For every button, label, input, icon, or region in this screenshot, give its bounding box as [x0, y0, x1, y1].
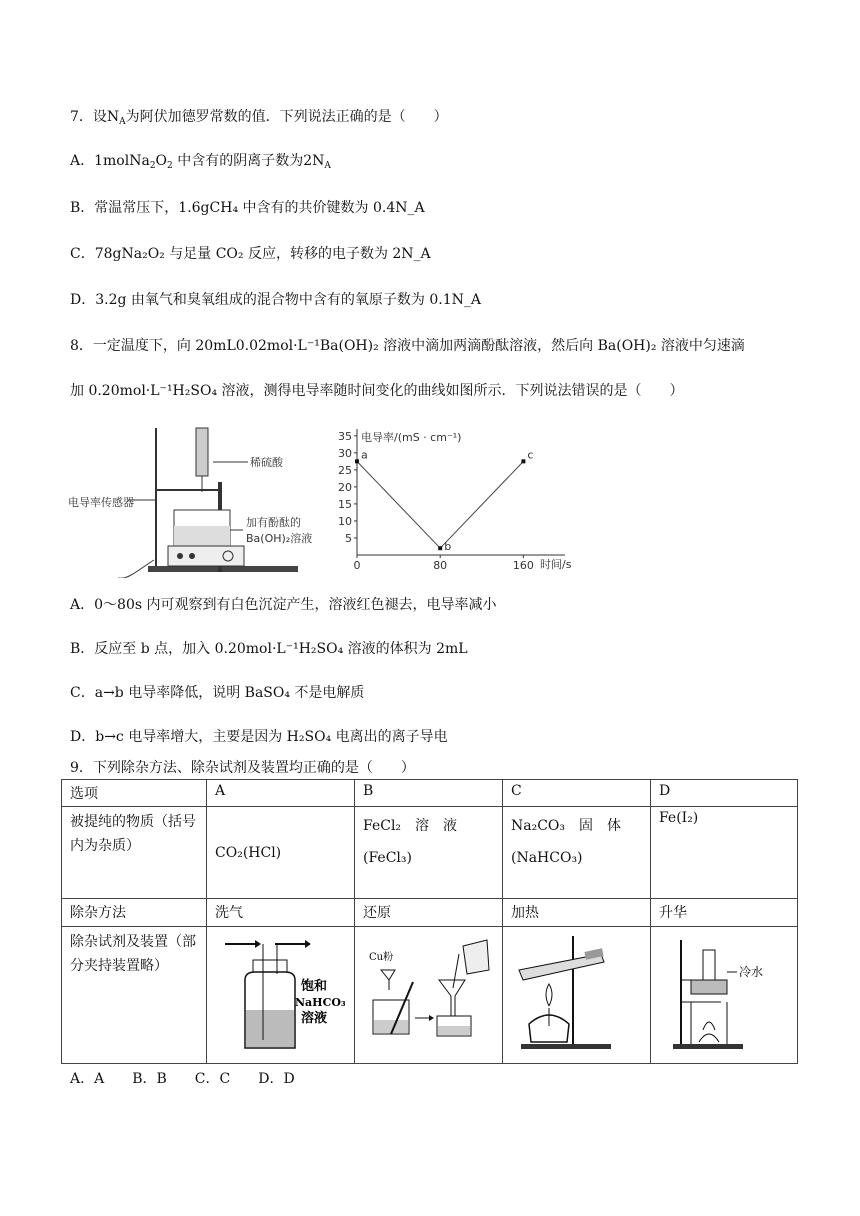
- q8-option-b: B．反应至 b 点，加入 0.20mol·L⁻¹H₂SO₄ 溶液的体积为 2mL: [70, 641, 468, 657]
- apparatus-c: [502, 927, 650, 1064]
- q8-option-d: D．b→c 电导率增大，主要是因为 H₂SO₄ 电离出的离子导电: [70, 729, 448, 745]
- option-d: D: [650, 780, 797, 807]
- substance-b: FeCl₂ 溶 液 (FeCl₃): [355, 807, 503, 899]
- x-axis-label: 时间/s: [540, 558, 572, 571]
- sublimation-figure: [659, 930, 789, 1056]
- solution-label-1: 加有酚酞的: [246, 516, 301, 529]
- y-axis-label: 电导率/(mS · cm⁻¹): [361, 431, 462, 444]
- fig-label-saturated: 饱和: [301, 979, 328, 994]
- substance-a: CO₂(HCl): [207, 807, 355, 899]
- fig-label-solution: 溶液: [301, 1011, 328, 1026]
- fig-label-cold-water: 冷水: [738, 965, 763, 979]
- table-row: [62, 899, 798, 927]
- filtration-figure: [363, 930, 493, 1056]
- q7-option-b: B．常温常压下，1.6gCH₄ 中含有的共价键数为 0.4N_A: [70, 200, 425, 216]
- data-point-b: [438, 546, 442, 550]
- method-a: 洗气: [207, 899, 355, 927]
- data-point-a: [355, 459, 359, 463]
- conductivity-apparatus-figure: [68, 420, 328, 578]
- x-tick-label: 80: [433, 559, 448, 572]
- q7-stem: 7．设$N_A$为阿伏加德罗常数的值．下列说法正确的是（ ）: [70, 109, 448, 127]
- row-label-method: 除杂方法: [62, 899, 207, 927]
- data-point-c: [521, 459, 525, 463]
- method-b: 还原: [355, 899, 503, 927]
- y-tick-label: 15: [338, 497, 352, 511]
- point-label-a: a: [361, 448, 368, 462]
- point-label-b: b: [444, 540, 452, 554]
- y-tick-label: 35: [338, 429, 352, 443]
- apparatus-b: [355, 927, 503, 1064]
- conductivity-chart: [335, 425, 575, 575]
- q7-option-c: C．78gNa₂O₂ 与足量 CO₂ 反应，转移的电子数为 2N_A: [70, 246, 431, 262]
- row-label-apparatus: 除杂试剂及装置（部分夹持装置略）: [62, 927, 207, 1064]
- option-a: A: [207, 780, 355, 807]
- heating-figure: [511, 930, 641, 1056]
- method-d: 升华: [650, 899, 797, 927]
- acid-label: 稀硫酸: [250, 456, 283, 469]
- substance-c: Na₂CO₃ 固 体 (NaHCO₃): [502, 807, 650, 899]
- y-tick-label: 20: [338, 480, 352, 494]
- apparatus-d: [650, 927, 797, 1064]
- solution-label-2: Ba(OH)₂溶液: [246, 532, 313, 545]
- table-row: [62, 927, 798, 1064]
- q7-option-d: D．3.2g 由氧气和臭氧组成的混合物中含有的氧原子数为 0.1N_A: [70, 292, 481, 308]
- q8-option-c: C．a→b 电导率降低，说明 BaSO₄ 不是电解质: [70, 685, 365, 701]
- x-tick-label: 0: [353, 559, 361, 572]
- row-label-option: 选项: [62, 780, 207, 807]
- method-c: 加热: [502, 899, 650, 927]
- option-c: C: [502, 780, 650, 807]
- y-tick-label: 10: [338, 514, 352, 528]
- gas-washing-bottle-figure: [215, 930, 345, 1056]
- series-line: [357, 461, 523, 548]
- q8-stem-line2: 加 0.20mol·L⁻¹H₂SO₄ 溶液，测得电导率随时间变化的曲线如图所示．下列说法错误的是（ ）: [70, 383, 684, 399]
- fig-label-cu-powder: Cu粉: [369, 952, 394, 963]
- q9-stem: 9．下列除杂方法、除杂试剂及装置均正确的是（ ）: [70, 760, 415, 776]
- table-row: [62, 780, 798, 807]
- y-tick-label: 5: [345, 531, 352, 545]
- q8-option-a: A．0～80s 内可观察到有白色沉淀产生，溶液红色褪去，电导率减小: [70, 597, 497, 613]
- q9-answer-options: A．A B．B C．C D．D: [70, 1071, 295, 1087]
- point-label-c: c: [527, 448, 534, 462]
- q8-stem-line1: 8．一定温度下，向 20mL0.02mol·L⁻¹Ba(OH)₂ 溶液中滴加两滴酚酞溶液，然后向 Ba(OH)₂ 溶液中匀速滴: [70, 338, 745, 354]
- apparatus-a: [207, 927, 355, 1064]
- q9-table: [61, 779, 798, 1064]
- y-tick-label: 25: [338, 463, 352, 477]
- row-label-substance: 被提纯的物质（括号内为杂质）: [62, 807, 207, 899]
- fig-label-nahco3: NaHCO₃: [295, 996, 346, 1009]
- y-tick-label: 30: [338, 446, 352, 460]
- x-tick-label: 160: [512, 559, 534, 572]
- table-row: [62, 807, 798, 899]
- sensor-label: 电导率传感器: [68, 496, 134, 509]
- option-b: B: [355, 780, 503, 807]
- substance-d: Fe(I₂): [650, 807, 797, 899]
- q7-option-a: A．$1molNa_2O_2$ 中含有的阴离子数为$2N_A$: [70, 153, 331, 171]
